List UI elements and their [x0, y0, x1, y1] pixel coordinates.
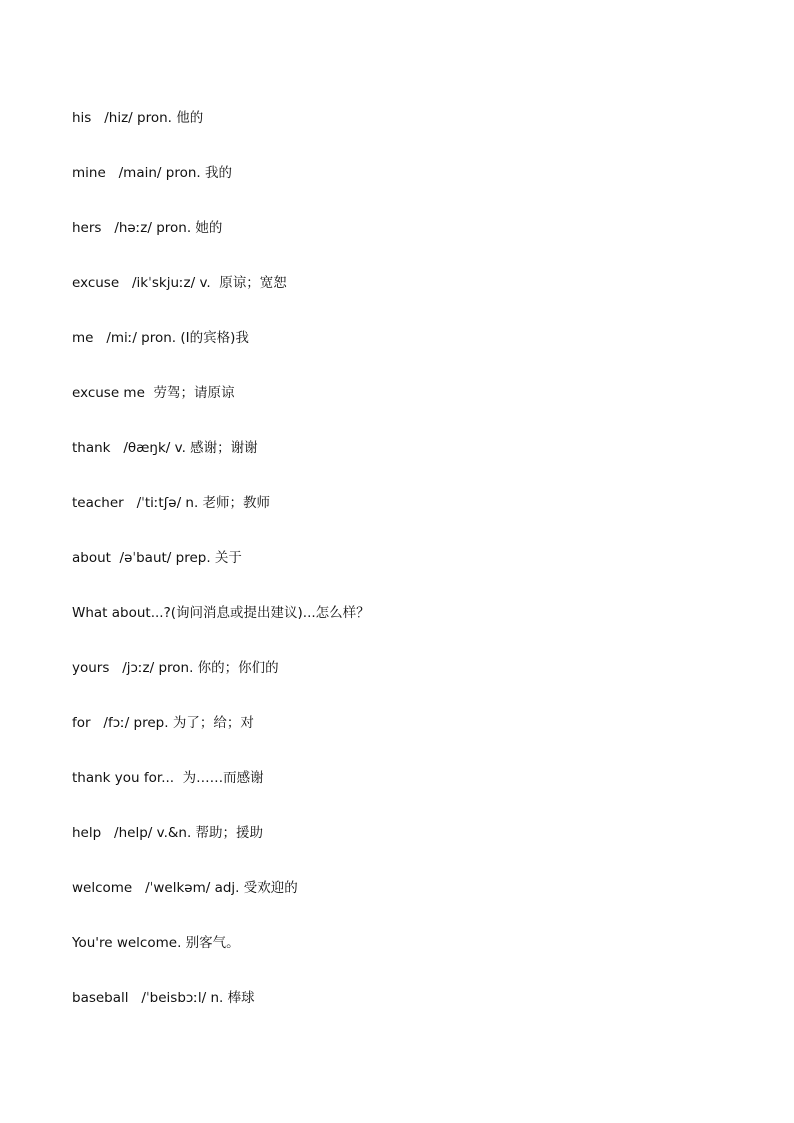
vocab-entry: excuse me 劳驾；请原谅	[72, 385, 235, 401]
vocab-entry: for /fɔː/ prep. 为了；给；对	[72, 715, 254, 731]
vocab-entry: What about...?(询问消息或提出建议)...怎么样？	[72, 605, 370, 621]
vocab-entry: You're welcome. 别客气。	[72, 935, 240, 951]
vocab-entry: teacher /ˈtiːtʃə/ n. 老师；教师	[72, 495, 271, 511]
vocab-entry: help /help/ v.&n. 帮助；援助	[72, 825, 264, 841]
vocab-entry: mine /main/ pron. 我的	[72, 165, 232, 181]
vocab-entry: yours /jɔːz/ pron. 你的；你们的	[72, 660, 279, 676]
vocab-entry: his /hiz/ pron. 他的	[72, 110, 204, 126]
vocab-entry: thank you for... 为……而感谢	[72, 770, 264, 786]
vocab-entry: baseball /ˈbeisbɔːl/ n. 棒球	[72, 990, 255, 1006]
vocab-entry: me /miː/ pron. (I的宾格)我	[72, 330, 249, 346]
vocab-entry: excuse /ikˈskjuːz/ v. 原谅；宽恕	[72, 275, 287, 291]
vocab-entry: welcome /ˈwelkəm/ adj. 受欢迎的	[72, 880, 298, 896]
vocab-entry: hers /həːz/ pron. 她的	[72, 220, 223, 236]
vocab-entry: about /əˈbaut/ prep. 关于	[72, 550, 242, 566]
vocabulary-list	[72, 108, 370, 1043]
vocab-entry: thank /θæŋk/ v. 感谢；谢谢	[72, 440, 258, 456]
